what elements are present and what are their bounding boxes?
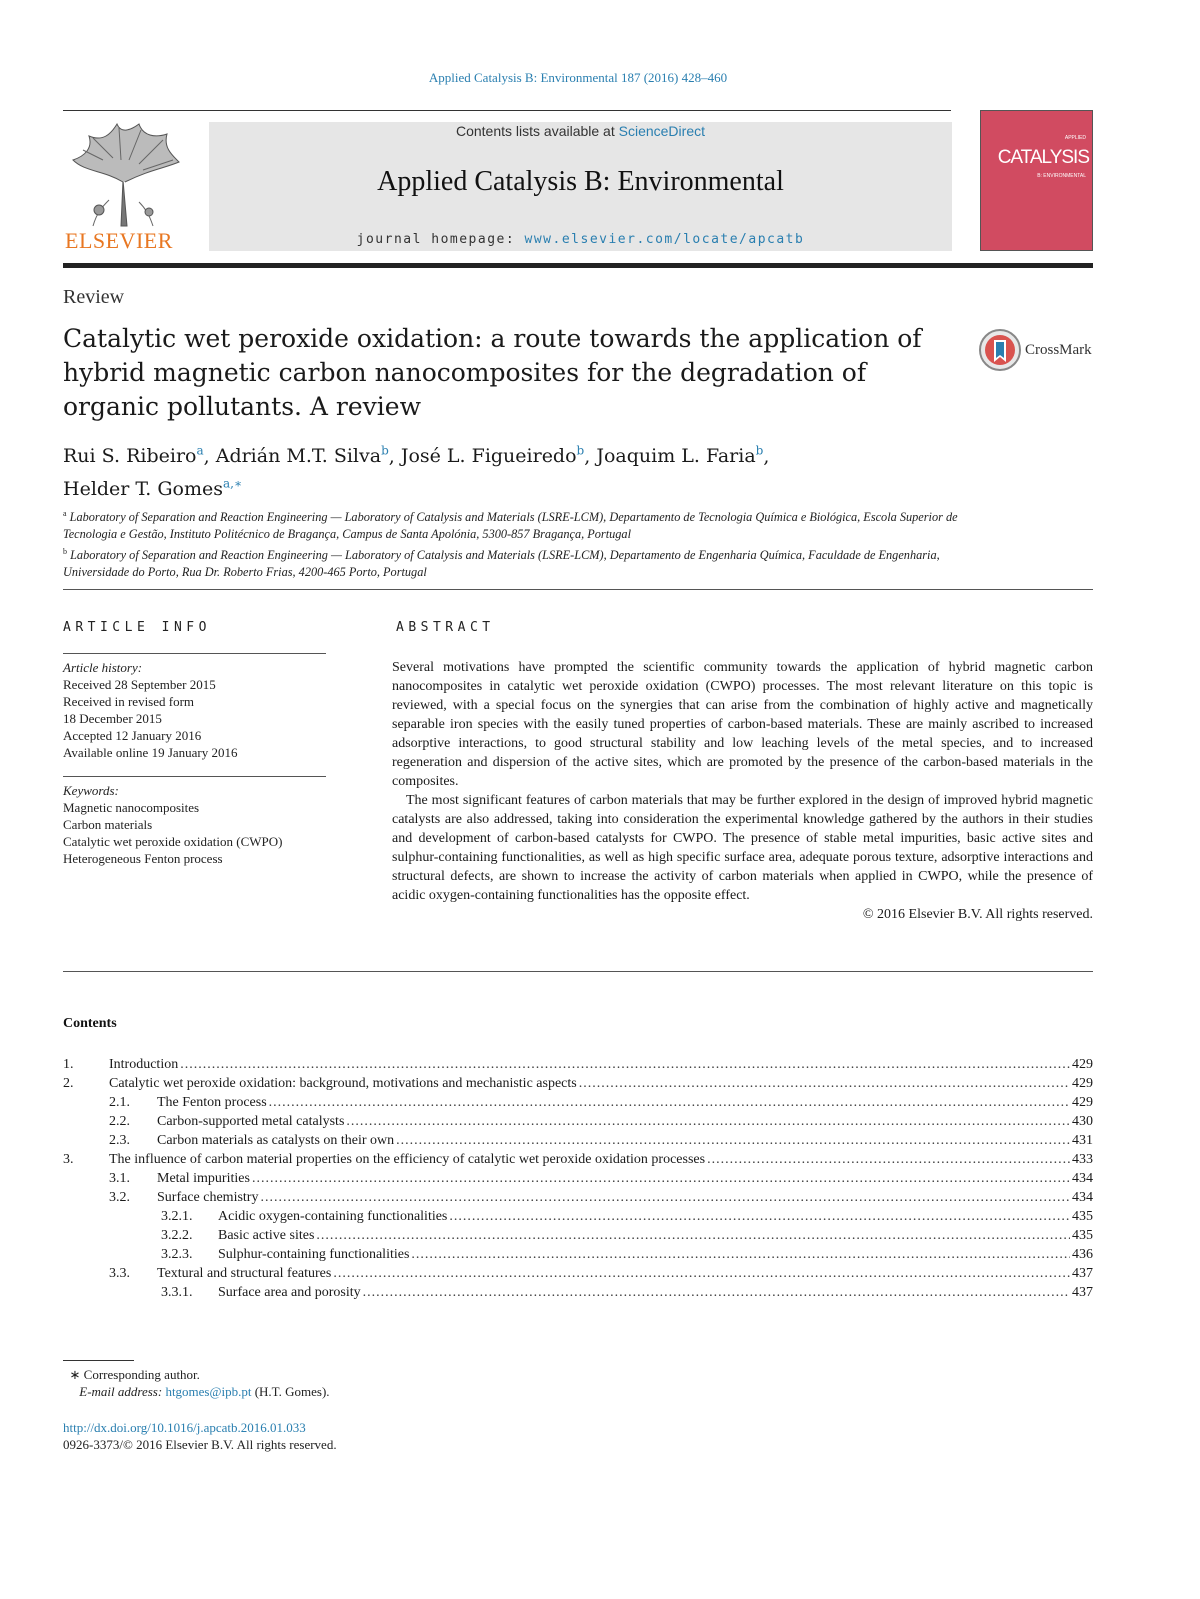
corresponding-author-note: ∗ Corresponding author. — [69, 1367, 200, 1382]
history-label: Article history: — [63, 660, 143, 675]
contents-heading: Contents — [63, 1016, 117, 1031]
table-of-contents — [63, 1055, 1093, 1302]
divider — [63, 589, 1093, 590]
article-history — [63, 659, 326, 761]
email-link[interactable]: htgomes@ipb.pt — [165, 1384, 252, 1399]
keywords-label: Keywords: — [63, 783, 119, 798]
affiliations — [63, 505, 963, 581]
abstract-heading: ABSTRACT — [396, 620, 495, 635]
keyword: Catalytic wet peroxide oxidation (CWPO) — [63, 834, 283, 849]
keywords — [63, 782, 326, 867]
abstract-paragraph: Several motivations have prompted the scientific community towards the application of hybrid magnetic carbon nanocomposites in catalytic wet peroxide oxidation (CWPO) processes. The most relevant literature on this topic is reviewed, with a special focus on the synergies that can arise from the combination of highly active and magnetically separable iron species with the easily tuned properties of carbon-based materials. These are mainly ascribed to increased adsorptive interactions, to good structural stability and low leaching levels of the metal species, and to increased regeneration and dispersion of the active sites, which are promoted by the presence of the carbon-based materials in the composites. — [392, 660, 1093, 789]
author[interactable]: Rui S. Ribeiro$^a$ — [63, 444, 204, 468]
history-item: Accepted 12 January 2016 — [63, 728, 202, 743]
issn-copyright: 0926-3373/© 2016 Elsevier B.V. All rights reserved. — [63, 1437, 337, 1452]
toc-entry[interactable]: 3.3.1. Surface area and porosity ..... 437 — [63, 1283, 1093, 1302]
crossmark-icon — [978, 328, 1022, 372]
journal-citation[interactable]: Applied Catalysis B: Environmental 187 (2016) 428–460 — [428, 70, 728, 85]
copyright: © 2016 Elsevier B.V. All rights reserved. — [862, 907, 1093, 922]
homepage-prefix: journal homepage: — [356, 232, 525, 247]
divider — [63, 776, 326, 777]
article-type: Review — [63, 286, 125, 308]
author-list: Rui S. Ribeiro$^a$, Adrián M.T. Silva$^b$, José L. Figueiredo$^b$, Joaquim L. Faria$^b$, Helder T. Gomes$^{a,∗}$ — [63, 444, 770, 500]
header-thick-rule — [63, 263, 1093, 268]
affiliation: $^b$ Laboratory of Separation and Reaction Engineering — Laboratory of Catalysis and Materials (LSRE-LCM), Departamento de Engenharia Química, Faculdade de Engenharia, Universidade do Porto, Rua Dr. Roberto Frias, 4200-465 Porto, Portugal — [63, 547, 940, 580]
email-line: E-mail address: htgomes@ipb.pt (H.T. Gomes). — [79, 1384, 330, 1399]
toc-entry[interactable]: 1. Introduction ..... 429 — [63, 1055, 1093, 1074]
sciencedirect-link[interactable]: ScienceDirect — [618, 123, 705, 139]
journal-homepage-line — [209, 232, 952, 247]
article-title: Catalytic wet peroxide oxidation: a route towards the application of hybrid magnetic carbon nanocomposites for the degradation of organic pollutants. A review — [63, 324, 922, 421]
affiliation: $^a$ Laboratory of Separation and Reaction Engineering — Laboratory of Catalysis and Materials (LSRE-LCM), Departamento de Tecnologia Química e Biológica, Escola Superior de Tecnologia e Gestão, Instituto Politécnico de Bragança, Campus de Santa Apolónia, 5300-857 Bragança, Portugal — [63, 509, 958, 542]
author[interactable]: José L. Figueiredo$^b$ — [400, 444, 585, 468]
cover-top-label: APPLIED — [1064, 135, 1086, 141]
tree-icon — [63, 120, 183, 228]
elsevier-logo[interactable] — [63, 120, 183, 254]
footnote — [63, 1366, 663, 1400]
journal-title: Applied Catalysis B: Environmental — [377, 166, 784, 197]
toc-entry[interactable]: 3.3. Textural and structural features ..... 437 — [63, 1264, 1093, 1283]
divider — [63, 653, 326, 654]
footnote-rule — [63, 1360, 134, 1361]
toc-entry[interactable]: 3.1. Metal impurities ..... 434 — [63, 1169, 1093, 1188]
toc-entry[interactable]: 3. The influence of carbon material properties on the efficiency of catalytic wet peroxide oxidation processes ..... 433 — [63, 1150, 1093, 1169]
crossmark-label: CrossMark — [1025, 342, 1092, 358]
homepage-link[interactable]: www.elsevier.com/locate/apcatb — [524, 232, 805, 247]
cover-subtitle: B: ENVIRONMENTAL — [1037, 173, 1086, 179]
abstract-body — [392, 658, 1093, 924]
divider — [63, 971, 1093, 972]
history-item: Received in revised form — [63, 694, 195, 709]
journal-cover-thumbnail[interactable] — [980, 110, 1093, 251]
toc-entry[interactable]: 3.2. Surface chemistry ..... 434 — [63, 1188, 1093, 1207]
history-item: Available online 19 January 2016 — [63, 745, 238, 760]
toc-entry[interactable]: 2.1. The Fenton process ..... 429 — [63, 1093, 1093, 1112]
history-item: 18 December 2015 — [63, 711, 162, 726]
elsevier-wordmark: ELSEVIER — [65, 228, 173, 253]
doi-link[interactable]: http://dx.doi.org/10.1016/j.apcatb.2016.01.033 — [63, 1420, 306, 1435]
article-info-heading: ARTICLE INFO — [63, 620, 211, 635]
toc-entry[interactable]: 2.2. Carbon-supported metal catalysts ..... 430 — [63, 1112, 1093, 1131]
keyword: Heterogeneous Fenton process — [63, 851, 223, 866]
contents-available-line — [209, 123, 952, 139]
keyword: Carbon materials — [63, 817, 153, 832]
author[interactable]: Helder T. Gomes$^{a,∗}$ — [63, 476, 243, 500]
author[interactable]: Joaquim L. Faria$^b$ — [596, 444, 764, 468]
toc-entry[interactable]: 2. Catalytic wet peroxide oxidation: background, motivations and mechanistic aspects ..... 429 — [63, 1074, 1093, 1093]
keyword: Magnetic nanocomposites — [63, 800, 200, 815]
history-item: Received 28 September 2015 — [63, 677, 216, 692]
crossmark-badge[interactable] — [978, 328, 1098, 374]
abstract-paragraph: The most significant features of carbon materials that may be further explored in the design of improved hybrid magnetic catalysts are also addressed, taking into consideration the experimental knowledge gathered by the authors in their studies and development of carbon-based catalysts for CWPO. The presence of stable metal impurities, basic active sites and sulphur-containing functionalities, as well as high specific surface area, adequate porous texture, adsorptive interactions and structural defects, are shown to increase the activity of carbon materials when applied in CWPO, while the presence of acidic oxygen-containing functionalities has the opposite effect. — [392, 793, 1093, 903]
top-rule — [63, 110, 951, 111]
toc-entry[interactable]: 3.2.2. Basic active sites ..... 435 — [63, 1226, 1093, 1245]
contents-prefix: Contents lists available at — [455, 123, 619, 139]
toc-entry[interactable]: 3.2.1. Acidic oxygen-containing functionalities ..... 435 — [63, 1207, 1093, 1226]
cover-title: CATALYSIS — [997, 147, 1089, 168]
author[interactable]: Adrián M.T. Silva$^b$ — [215, 444, 389, 468]
toc-entry[interactable]: 3.2.3. Sulphur-containing functionalities ..... 436 — [63, 1245, 1093, 1264]
toc-entry[interactable]: 2.3. Carbon materials as catalysts on their own ..... 431 — [63, 1131, 1093, 1150]
